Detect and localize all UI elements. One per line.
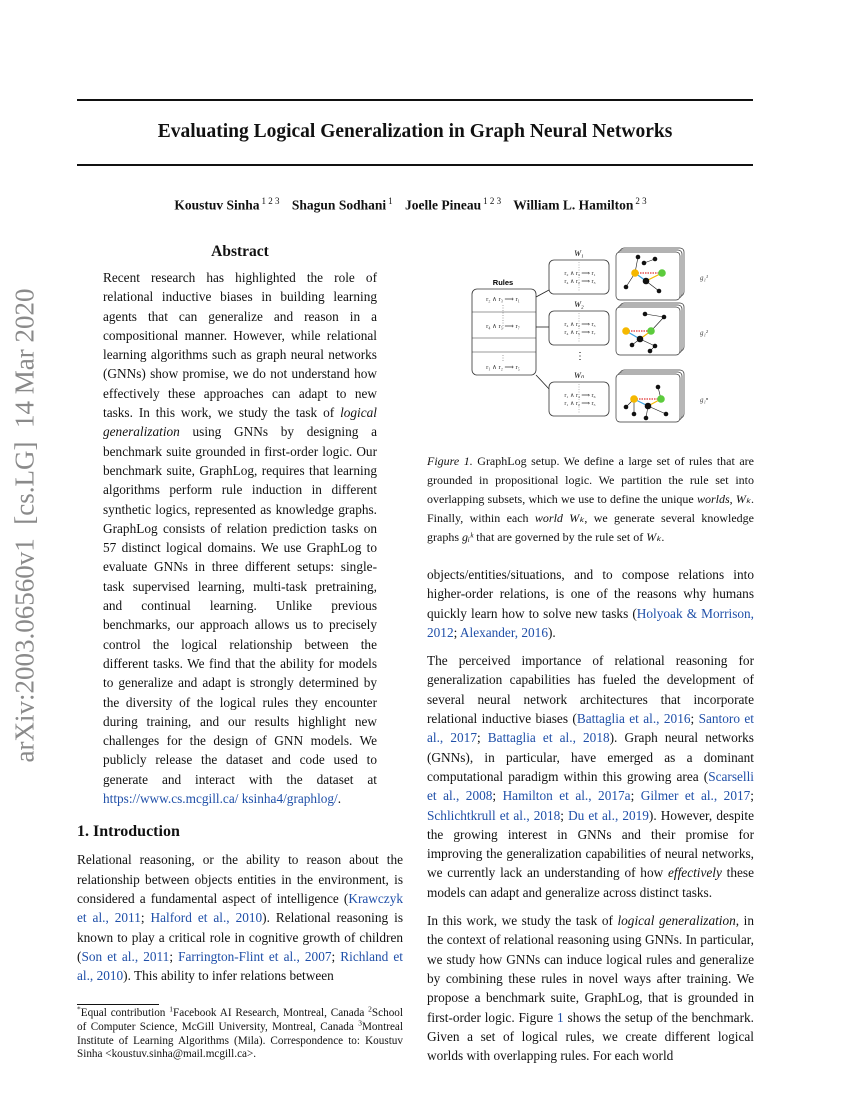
citation-link[interactable]: Battaglia et al., 2018 — [487, 730, 610, 746]
intro-right-column — [427, 565, 754, 1074]
text-run: Facebook AI Research, Montreal, Canada — [173, 1007, 369, 1020]
text-run: logical generalization — [103, 405, 377, 440]
citation-link[interactable]: Halford et al., 2010 — [150, 910, 263, 926]
citation-link[interactable]: Battaglia et al., 2016 — [576, 711, 691, 727]
graph-label: g₁ⁿ — [700, 396, 709, 404]
text-run: ; — [492, 788, 503, 804]
text-run: School of Computer Science, McGill University, Montreal, Canada — [77, 1007, 403, 1033]
text-run: ; — [690, 711, 699, 727]
text-run: 2 — [368, 1004, 372, 1014]
graph-node — [643, 312, 648, 317]
knowledge-graph-stack — [616, 370, 684, 422]
text-run: Montreal Institute of Learning Algorithms (Mila). Correspondence to: Koustuv Sinha <koustuv.sinha@mail.mcgill.ca>. — [77, 1020, 403, 1061]
section-heading-introduction: 1. Introduction — [77, 823, 180, 841]
rules-label: Rules — [492, 278, 514, 287]
abstract-body — [103, 268, 377, 808]
text-run: Wₖ — [569, 511, 585, 525]
graph-node — [622, 327, 630, 335]
world-rule-text: r₄ ∧ r₂ ⟹ r₃ — [564, 279, 596, 285]
text-run: that are governed by the rule set of — [473, 530, 647, 544]
figure-caption — [427, 452, 754, 547]
text-run: . Finally, within each — [427, 492, 755, 525]
footnote-rule — [77, 1004, 159, 1005]
title-rule — [77, 164, 753, 166]
text-run: effectively — [668, 865, 722, 881]
text-run: Wₖ — [735, 492, 752, 506]
citation-link[interactable]: 1 — [557, 1009, 564, 1025]
world-1 — [549, 248, 708, 300]
world-label: W₁ — [574, 249, 584, 258]
author-affiliation: 2 3 — [635, 196, 647, 206]
text-run: ). This ability to infer relations between — [123, 968, 334, 984]
citation-link[interactable]: Richland et al., 2010 — [77, 948, 403, 984]
graph-label: g₁¹ — [700, 274, 709, 282]
graph-node — [648, 349, 653, 354]
text-run: ; — [476, 730, 488, 746]
citation-link[interactable]: Schlichtkrull et al., 2018 — [427, 807, 561, 823]
intro-left-column — [77, 850, 403, 994]
top-rule — [77, 99, 753, 101]
world-2 — [549, 300, 709, 355]
graph-node — [624, 285, 629, 290]
world-rule-text: r₄ ∧ r₅ ⟹ r₇ — [564, 330, 596, 336]
author-name: William L. Hamilton — [513, 197, 634, 213]
world-label: W₂ — [574, 300, 584, 309]
text-run: , — [729, 492, 736, 506]
rule-text: r₁ ∧ r₂ ⟹ r₅ — [486, 364, 520, 371]
text-run: Figure 1. — [427, 454, 473, 468]
text-run: , in the context of relational reasoning using GNNs. In particular, we study how GNNs can induce logical rules and generalize by combining these rules in novel ways after training. We propose a benchmark suite, GraphLog, that is grounded in first-order logic. Figure — [427, 913, 755, 1025]
text-run: In this work, we study the task of — [427, 913, 618, 929]
author-name: Joelle Pineau — [404, 197, 482, 213]
text-run: Relational reasoning, or the ability to reason about the relationship between objects entities in the environment, is considered a fundamental aspect of intelligence ( — [77, 852, 403, 906]
graph-node — [644, 416, 649, 421]
text-run: using GNNs by designing a benchmark suite grounded in first-order logic. Our benchmark suite, GraphLog, requires that learning algorithms perform rule induction in different synthetic logics, represented as knowledge graphs. GraphLog consists of relation prediction tasks on 57 distinct logical domains. We use GraphLog to evaluate GNNs in three different setups: single-task supervised learning, multi-task pretraining, and continual learning. Unlike previous benchmarks, our approach allows us to precisely control the logical relationship between the different tasks. We find that the ability for models to generalize and adapt is strongly determined by the diversity of the logical rules they encounter during training, and our results highlight new challenges for the design of GNN models. We publicly release the dataset and code used to generate and interact with the dataset at — [103, 424, 377, 787]
author-affiliation: 1 — [388, 196, 393, 206]
text-run: , we generate several knowledge graphs — [427, 511, 754, 544]
graph-node — [642, 261, 647, 266]
abstract-heading: Abstract — [211, 243, 269, 260]
graph-node — [631, 269, 639, 277]
text-run: . — [661, 530, 665, 544]
text-run: Equal contribution — [80, 1007, 170, 1020]
text-run: ; — [750, 788, 754, 804]
text-run: gᵢᵏ — [462, 530, 474, 544]
figure-1-diagram — [420, 235, 760, 450]
citation-link[interactable]: Gilmer et al., 2017 — [640, 788, 751, 804]
knowledge-graph-stack — [616, 303, 684, 355]
text-run: ). — [547, 624, 556, 640]
graph-node — [632, 412, 637, 417]
text-run: The perceived importance of relational reasoning for generalization capabilities has fueled the development of several neural network architectures that incorporate relational inductive biases ( — [427, 653, 754, 727]
world-rule-text: r₁ ∧ r₂ ⟹ r₅ — [564, 401, 596, 407]
citation-link[interactable]: Holyoak & Morrison, 2012 — [427, 605, 754, 640]
paragraph — [427, 565, 754, 642]
rules-box — [472, 278, 536, 375]
text-run: ). However, despite the growing interest in GNNs and their promise for improving the generalization capabilities of neural networks, we currently lack an understanding of how — [427, 807, 754, 881]
text-run: shows the setup of the benchmark. Given a set of logical rules, we create different logical worlds with overlapping rules. For each world — [427, 1009, 754, 1064]
rule-text: r₂ ∧ r₃ ⟹ r₁ — [486, 296, 520, 303]
text-run: objects/entities/situations, and to compose relations into higher-order relations, is one of the reasons why humans quickly learn how to solve new tasks ( — [427, 567, 754, 621]
citation-link[interactable]: Scarselli et al., 2008 — [427, 768, 754, 804]
text-run: ; — [169, 948, 179, 964]
text-run: worlds — [696, 492, 730, 506]
text-run: GraphLog setup. We define a large set of rules that are grounded in propositional logic. We partition the rule set into overlapping subsets, which we use to define the unique — [427, 454, 754, 506]
text-run: world — [534, 511, 563, 525]
rule-text: r₄ ∧ r₅ ⟹ r₇ — [486, 323, 520, 330]
citation-link[interactable]: Hamilton et al., 2017a — [502, 788, 631, 804]
world-rule-text: r₂ ∧ r₃ ⟹ r₁ — [564, 271, 596, 277]
paragraph — [427, 651, 754, 902]
citation-link[interactable]: Son et al., 2011 — [81, 948, 170, 964]
author-name: Shagun Sodhani — [291, 197, 387, 213]
graph-label: g₁² — [700, 329, 709, 337]
footnote — [77, 1004, 403, 1061]
graph-node — [630, 395, 638, 403]
graph-node — [656, 385, 661, 390]
graph-node — [645, 403, 652, 410]
text-run: Recent research has highlighted the role of relational inductive biases in building learning agents that can generalize and reason in a compositional manner. However, while relational learning algorithms such as graph neural networks (GNNs) show promise, we do not understand how effectively these approaches can adapt to new tasks. In this work, we study the task of — [103, 270, 377, 421]
graph-node — [658, 269, 666, 277]
text-run: 3 — [358, 1018, 362, 1028]
arxiv-stamp: arXiv:2003.06560v1 [cs.LG] 14 Mar 2020 — [9, 288, 40, 763]
graph-node — [637, 336, 644, 343]
paragraph — [77, 850, 403, 985]
graph-node — [664, 412, 669, 417]
text-run: * — [77, 1004, 81, 1014]
graph-node — [662, 315, 667, 320]
citation-link[interactable]: Du et al., 2019 — [568, 807, 649, 823]
text-run: 1 — [169, 1004, 174, 1014]
graph-node — [643, 278, 650, 285]
text-run: ; — [140, 910, 151, 926]
world-3 — [549, 370, 709, 422]
author-list — [77, 196, 753, 214]
text-run: ). Graph neural networks (GNNs), in particular, have emerged as a dominant computational paradigm within this growing area ( — [427, 730, 754, 784]
graph-node — [653, 257, 658, 262]
paragraph — [427, 911, 754, 1065]
graph-node — [647, 327, 655, 335]
text-run: logical generalization — [617, 913, 736, 929]
text-run: ). Relational reasoning is known to play a critical role in cognitive growth of children ( — [77, 910, 403, 964]
graph-node — [657, 289, 662, 294]
graph-node — [636, 255, 641, 260]
graph-node — [657, 395, 665, 403]
text-run: ; — [331, 948, 341, 964]
author-affiliation: 1 2 3 — [483, 196, 502, 206]
author-name: Koustuv Sinha — [174, 197, 260, 213]
left-column — [77, 242, 403, 1062]
text-run: ; — [453, 624, 460, 640]
graph-node — [624, 405, 629, 410]
citation-link[interactable]: https://www.cs.mcgill.ca/ ksinha4/graphlog/ — [103, 791, 338, 807]
author-affiliation: 1 2 3 — [261, 196, 280, 206]
text-run: these models can adapt and generalize across distinct tasks. — [427, 865, 754, 900]
text-run: . — [337, 791, 342, 807]
knowledge-graph-stack — [616, 248, 684, 300]
ellipsis: ⋮ — [575, 351, 585, 362]
citation-link[interactable]: Santoro et al., 2017 — [427, 711, 754, 746]
right-column — [427, 452, 754, 1074]
citation-link[interactable]: Krawczyk et al., 2011 — [77, 890, 403, 926]
arrows — [536, 290, 550, 390]
paper-title: Evaluating Logical Generalization in Graph Neural Networks — [157, 121, 673, 142]
citation-link[interactable]: Alexander, 2016 — [459, 624, 548, 640]
text-run: ; — [630, 788, 641, 804]
text-run: Wₖ — [646, 530, 662, 544]
citation-link[interactable]: Farrington-Flint et al., 2007 — [178, 948, 332, 964]
world-rule-text: r₄ ∧ r₂ ⟹ r₃ — [564, 322, 596, 328]
world-rule-text: r₁ ∧ r₄ ⟹ r₆ — [564, 393, 596, 399]
world-label: Wₙ — [574, 371, 584, 380]
graph-node — [630, 343, 635, 348]
graph-node — [653, 344, 658, 349]
text-run: ; — [560, 807, 569, 823]
